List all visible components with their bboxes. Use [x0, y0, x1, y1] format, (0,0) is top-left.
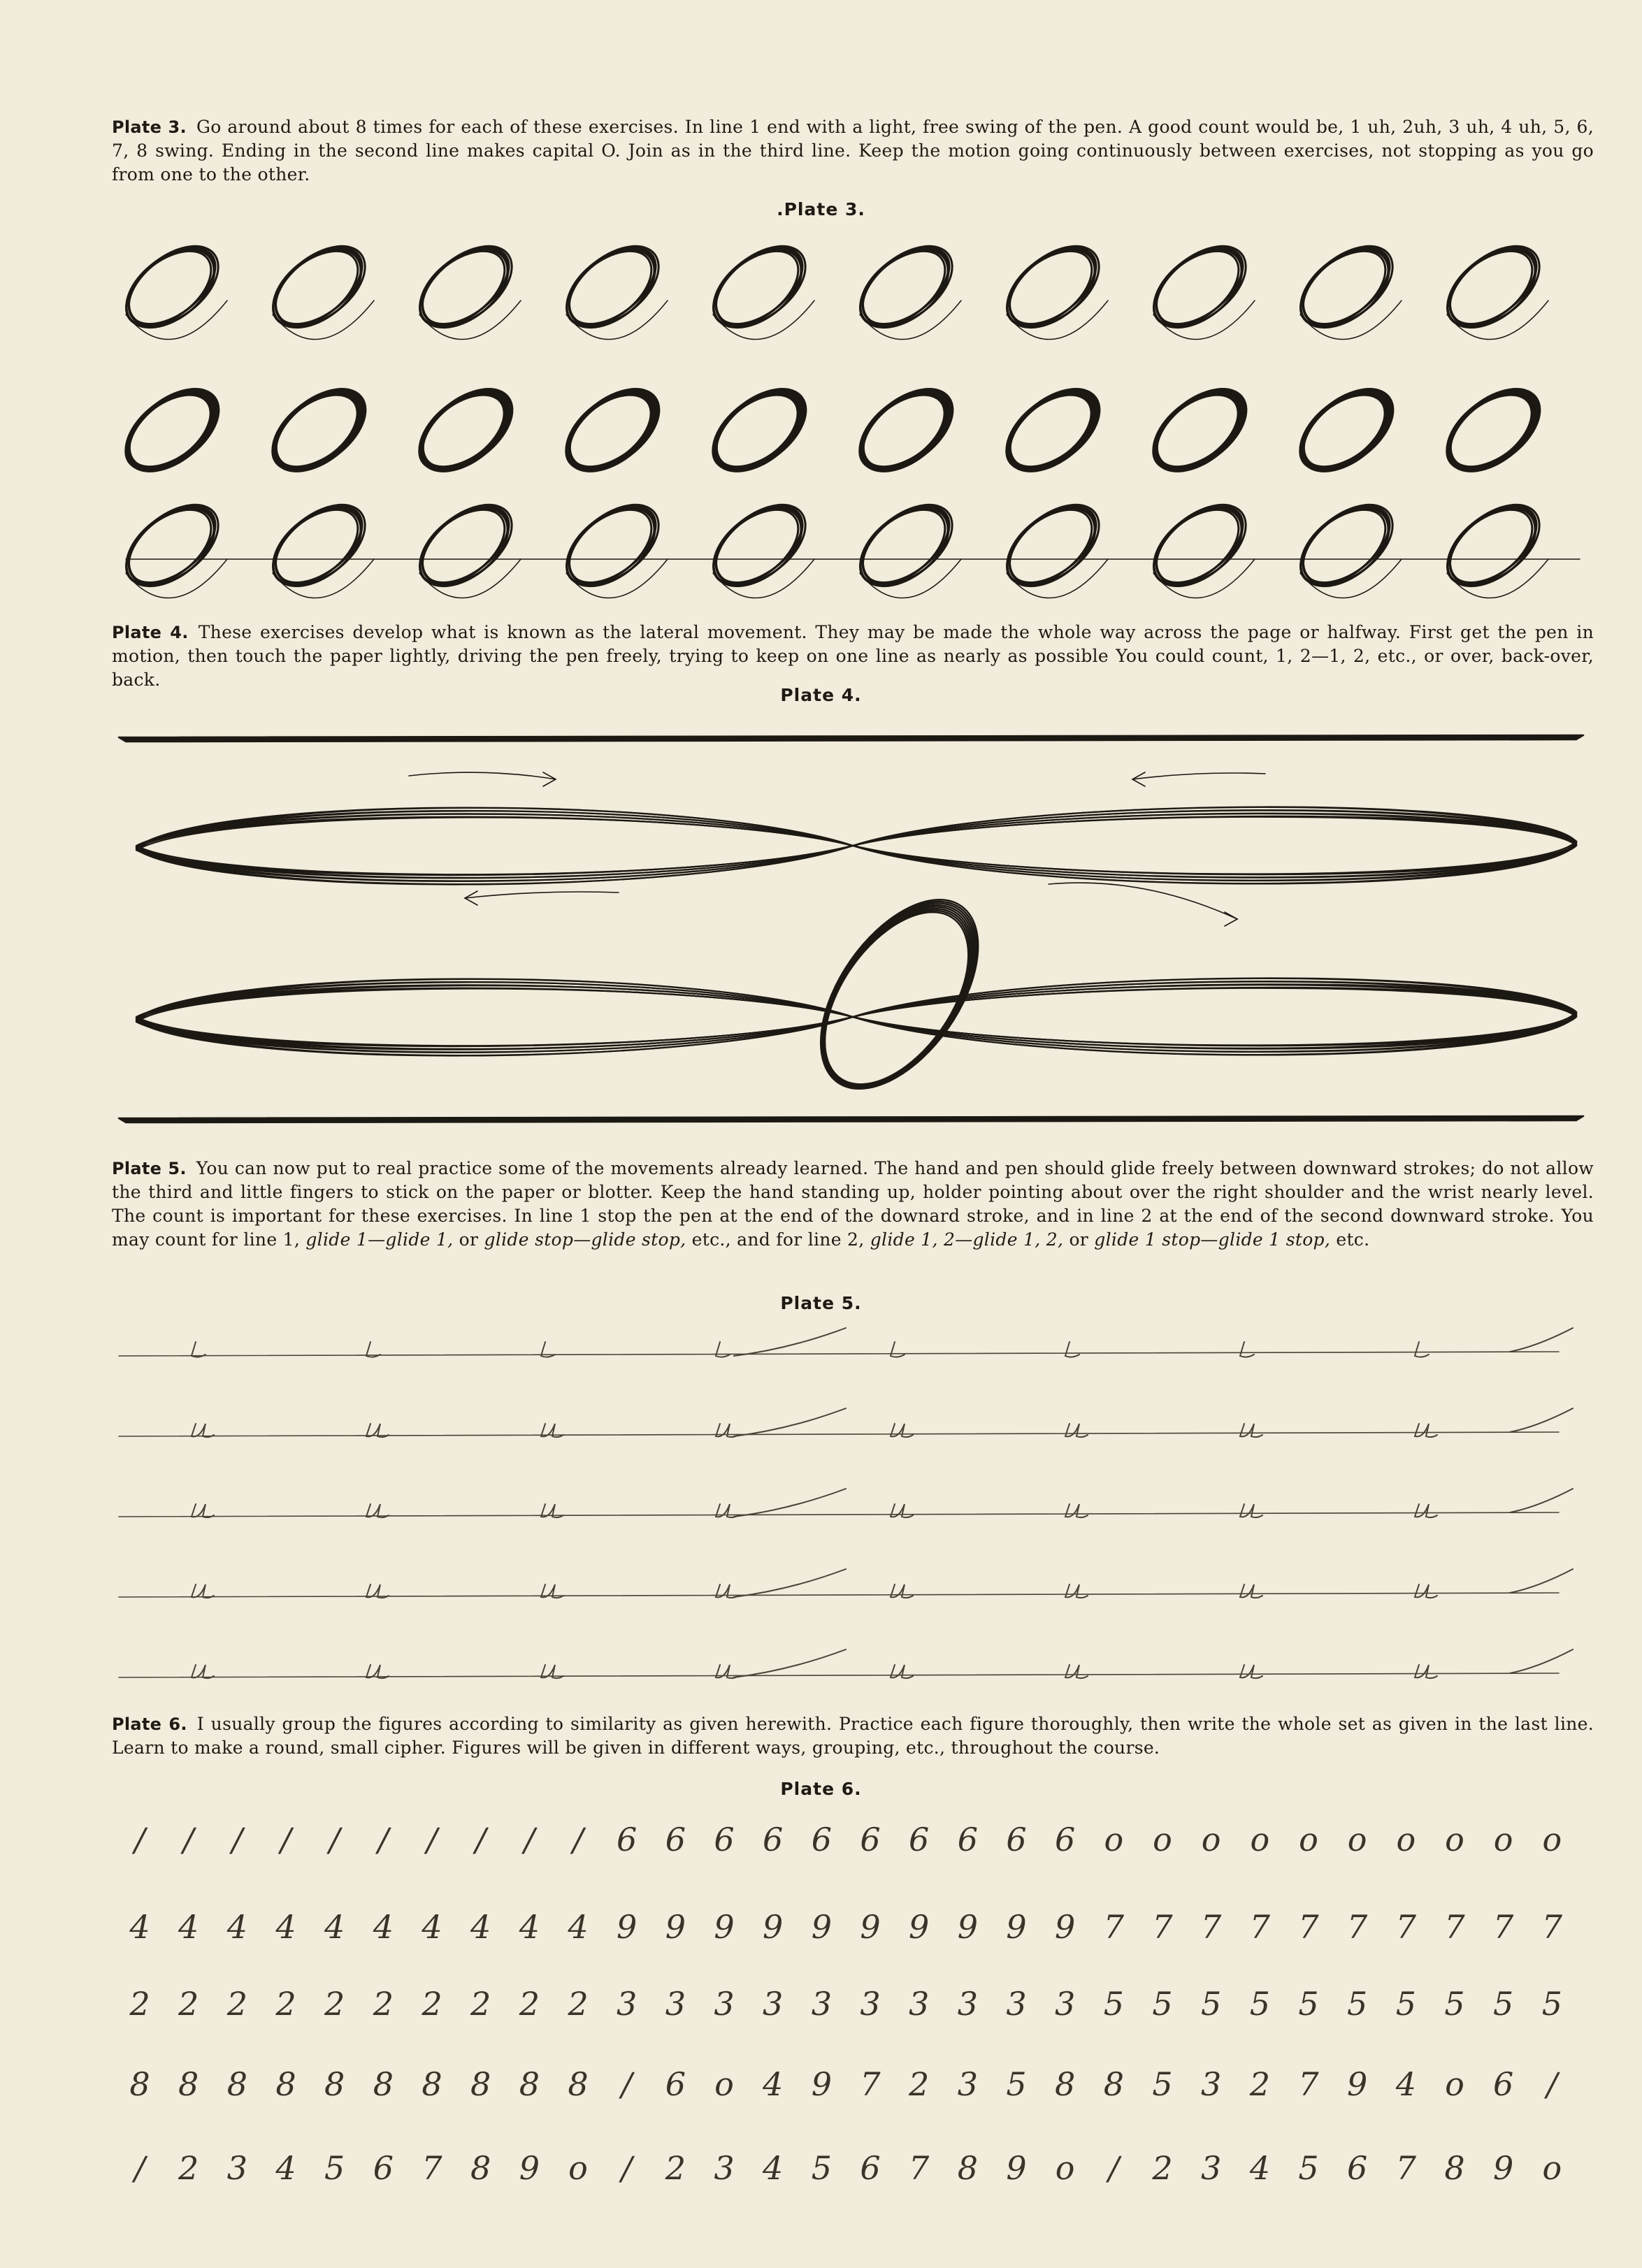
- plate6-figure: o: [1299, 1821, 1318, 1858]
- plate6-figure: 7: [1444, 1908, 1465, 1946]
- oval-cluster: [259, 231, 380, 344]
- downstroke-letter: [1065, 1342, 1079, 1357]
- downstroke-letter: [192, 1504, 214, 1517]
- plate6-figure: 4: [470, 1908, 491, 1946]
- oval-cluster: [552, 374, 673, 487]
- plate6-figure: o: [1542, 2149, 1562, 2187]
- swing-stroke: [734, 1489, 846, 1517]
- plate6-figure: 4: [763, 2149, 784, 2187]
- plate6-figure: 5: [1201, 1985, 1222, 2023]
- downstroke-letter: [1065, 1665, 1088, 1678]
- plate6-figure: /: [1546, 2065, 1558, 2103]
- downstroke-letter: [1415, 1584, 1437, 1598]
- plate6-figure: 2: [178, 1985, 199, 2023]
- oval-cluster: [405, 374, 526, 487]
- oval-cluster: [1139, 231, 1260, 344]
- plate6-row-4: [119, 2065, 1580, 2121]
- downstroke-letter: [891, 1342, 905, 1357]
- plate6-figure: 2: [470, 1985, 491, 2023]
- oval-cluster: [699, 374, 820, 487]
- plate6-figure: 7: [1493, 1908, 1514, 1946]
- figure-eight-stroke: [136, 988, 1576, 1046]
- plate5-text-c: etc.: [1336, 1229, 1370, 1250]
- plate6-figure: 7: [1347, 1908, 1368, 1946]
- plate6-figure: o: [1445, 1821, 1464, 1858]
- plate6-figure: 7: [909, 2149, 930, 2187]
- downstroke-letter: [192, 1584, 214, 1598]
- downstroke-letter: [716, 1342, 730, 1357]
- plate6-instructions: [112, 1712, 1594, 1760]
- plate6-figure: /: [134, 2149, 145, 2187]
- oval-cluster: [846, 374, 967, 487]
- plate6-figure: 6: [665, 2065, 686, 2103]
- plate6-figure: o: [1542, 1821, 1562, 1858]
- downstroke-letter: [1240, 1665, 1262, 1678]
- plate6-figure: 4: [1395, 2065, 1416, 2103]
- plate6-figure: 8: [275, 2065, 296, 2103]
- plate6-figure: 3: [1201, 2065, 1222, 2103]
- downstroke-letter: [1415, 1504, 1437, 1517]
- figure-eight-stroke: [136, 982, 1576, 1053]
- glide-baseline: [119, 1673, 1559, 1677]
- plate6-figure: /: [329, 1821, 340, 1858]
- oval-cluster: [552, 489, 673, 602]
- plate6-figure: /: [524, 1821, 535, 1858]
- plate6-figure: 9: [811, 2065, 832, 2103]
- plate5-text-a: You can now put to real practice some of the movements already learned. The hand and pen should glide freely between downward strokes; do not allow the third and little fingers to stick on the paper or blotter. Keep the hand standing up, holder pointing about over the right shoulder and the wrist nearly level. The count is important for these exercises. In line 1 stop the pen at the end of the downard stroke, and in line 2 at the end of the second downward stroke. You may count for line 1,: [112, 1158, 1594, 1250]
- plate3-text: Go around about 8 times for each of these exercises. In line 1 end with a light, free swing of the pen. A good count would be, 1 uh, 2uh, 3 uh, 4 uh, 5, 6, 7, 8 swing. Ending in the second line makes capital O. Join as in the third line. Keep the motion going continuously between exercises, not stopping as you go from one to the other.: [112, 117, 1594, 185]
- oval-cluster: [112, 374, 233, 487]
- plate6-figure: 9: [519, 2149, 540, 2187]
- plate6-figure: 8: [422, 2065, 442, 2103]
- plate6-figure: 3: [957, 1985, 978, 2023]
- oval-cluster: [259, 489, 380, 602]
- plate6-figure: 4: [226, 1908, 247, 1946]
- glide-baseline: [119, 1352, 1559, 1356]
- plate6-figure: 3: [860, 1985, 881, 2023]
- downstroke-letter: [1065, 1584, 1088, 1598]
- plate6-figure: 7: [1541, 1908, 1562, 1946]
- plate4-instructions: [112, 621, 1594, 692]
- plate5-count-4: glide 1 stop—glide 1 stop,: [1094, 1229, 1331, 1250]
- plate6-figure: 5: [1006, 2065, 1027, 2103]
- downstroke-letter: [1240, 1342, 1254, 1357]
- plate6-figure: 2: [373, 1985, 394, 2023]
- plate6-figure: 3: [665, 1985, 686, 2023]
- plate6-figure: 2: [665, 2149, 686, 2187]
- plate6-figure: 2: [129, 1985, 150, 2023]
- plate6-figure: 5: [324, 2149, 345, 2187]
- oval-cluster: [552, 231, 673, 344]
- plate6-figure: 8: [129, 2065, 150, 2103]
- plate6-figure: 6: [714, 1821, 735, 1858]
- oval-cluster: [405, 489, 526, 602]
- oval-cluster: [1139, 374, 1260, 487]
- figure-eight-stroke: [136, 985, 1576, 1049]
- figure-eight-stroke: [136, 811, 1576, 881]
- plate6-figure: 2: [1249, 2065, 1270, 2103]
- plate6-lead: Plate 6.: [112, 1714, 187, 1734]
- plate6-figure: o: [1055, 2149, 1075, 2187]
- plate6-figure: 6: [957, 1821, 978, 1858]
- plate6-figure: 3: [226, 2149, 247, 2187]
- swing-stroke: [734, 1328, 846, 1356]
- plate5-count-2: glide stop—glide stop,: [484, 1229, 686, 1250]
- plate6-figure: 6: [909, 1821, 930, 1858]
- plate4-lateral-exercises: [0, 709, 1642, 1129]
- plate6-figure: 3: [1006, 1985, 1027, 2023]
- plate6-figure: 4: [519, 1908, 540, 1946]
- plate6-figure: 5: [1347, 1985, 1368, 2023]
- plate6-figure: 4: [178, 1908, 199, 1946]
- figure-eight-stroke: [136, 816, 1576, 874]
- plate6-figure: 6: [763, 1821, 784, 1858]
- plate3-lead: Plate 3.: [112, 117, 187, 137]
- plate6-figure: 9: [811, 1908, 832, 1946]
- oval-cluster: [1286, 231, 1407, 344]
- plate6-figure: 5: [1541, 1985, 1562, 2023]
- figure-eight-stroke: [136, 985, 1576, 1050]
- oval-cluster: [846, 489, 967, 602]
- figure-eight-stroke: [136, 816, 1576, 875]
- plate6-figure: 6: [860, 2149, 881, 2187]
- plate6-figure: o: [714, 2065, 734, 2103]
- oval-cluster: [993, 231, 1114, 344]
- figure-eight-stroke: [136, 817, 1576, 875]
- plate6-figure: o: [1396, 1821, 1416, 1858]
- oval-cluster: [259, 374, 380, 487]
- plate6-figure: 4: [324, 1908, 345, 1946]
- figure-eight-stroke: [136, 988, 1576, 1046]
- plate6-figure: o: [1493, 1821, 1513, 1858]
- swing-stroke: [1510, 1649, 1573, 1673]
- plate6-figure: 8: [324, 2065, 345, 2103]
- plate6-figure: 9: [957, 1908, 978, 1946]
- plate6-figure: 9: [860, 1908, 881, 1946]
- plate6-figure: 5: [1152, 2065, 1173, 2103]
- plate6-figure: 5: [1152, 1985, 1173, 2023]
- plate6-figure: 7: [860, 2065, 881, 2103]
- plate4-text: These exercises develop what is known as the lateral movement. They may be made the whole way across the page or halfway. First get the pen in motion, then touch the paper lightly, driving the pen freely, trying to keep on one line as nearly as possible You could count, 1, 2—1, 2, etc., or over, back-over, back.: [112, 622, 1594, 690]
- plate6-figure: 8: [957, 2149, 978, 2187]
- plate6-figure: o: [1250, 1821, 1270, 1858]
- plate6-figure: 8: [1103, 2065, 1124, 2103]
- plate5-title: Plate 5.: [780, 1293, 862, 1313]
- plate6-figure: /: [377, 1821, 389, 1858]
- plate6-figure: 4: [1249, 2149, 1270, 2187]
- plate6-figure: 5: [1103, 1985, 1124, 2023]
- plate6-row-1: [119, 1821, 1580, 1877]
- oval-cluster: [405, 231, 526, 344]
- plate6-figure: 2: [422, 1985, 442, 2023]
- plate6-figure: 2: [519, 1985, 540, 2023]
- plate6-figure: 2: [226, 1985, 247, 2023]
- plate6-figure: 7: [1298, 2065, 1319, 2103]
- plate6-figure: 8: [470, 2149, 491, 2187]
- plate6-figure: o: [1445, 2065, 1464, 2103]
- plate6-figure: 6: [811, 1821, 832, 1858]
- plate6-figure: 3: [957, 2065, 978, 2103]
- plate6-figure: 5: [1249, 1985, 1270, 2023]
- direction-arrow: [409, 772, 556, 779]
- plate6-title: Plate 6.: [780, 1779, 862, 1799]
- plate6-figure: 4: [275, 1908, 296, 1946]
- oval-cluster: [993, 374, 1114, 487]
- plate6-figure: 7: [1103, 1908, 1124, 1946]
- plate6-figure: 3: [714, 2149, 735, 2187]
- swing-stroke: [1510, 1408, 1573, 1432]
- plate6-figure: 7: [1201, 1908, 1222, 1946]
- plate6-figure: 4: [275, 2149, 296, 2187]
- plate5-glide-exercises: [0, 1314, 1642, 1705]
- plate6-figure: /: [621, 2065, 633, 2103]
- plate6-figure: 8: [178, 2065, 199, 2103]
- plate6-figure: /: [231, 1821, 243, 1858]
- downstroke-letter: [1240, 1504, 1262, 1517]
- plate6-figure: 7: [422, 2149, 442, 2187]
- plate6-figure: o: [1347, 1821, 1367, 1858]
- plate6-figure: /: [182, 1821, 194, 1858]
- glide-baseline: [119, 1432, 1559, 1436]
- plate6-figure: 5: [811, 2149, 832, 2187]
- plate6-figure: 9: [909, 1908, 930, 1946]
- direction-arrow: [1049, 883, 1237, 919]
- plate5-count-3: glide 1, 2—glide 1, 2,: [870, 1229, 1064, 1250]
- plate5-count-1: glide 1—glide 1,: [305, 1229, 454, 1250]
- downstroke-letter: [1415, 1665, 1437, 1678]
- plate6-figure: /: [134, 1821, 145, 1858]
- plate6-figure: 8: [1444, 2149, 1465, 2187]
- plate6-figure: 7: [1395, 2149, 1416, 2187]
- plate6-figure: 8: [1055, 2065, 1076, 2103]
- plate6-figure: 6: [373, 2149, 394, 2187]
- downstroke-letter: [891, 1504, 913, 1517]
- plate6-figure: 4: [373, 1908, 394, 1946]
- plate6-figure: 3: [1201, 2149, 1222, 2187]
- plate6-figure: 2: [909, 2065, 930, 2103]
- plate6-figure: 6: [665, 1821, 686, 1858]
- plate6-figure: 9: [617, 1908, 638, 1946]
- swing-stroke: [734, 1569, 846, 1597]
- figure-eight-stroke: [136, 814, 1576, 879]
- oval-cluster: [1433, 374, 1554, 487]
- oval-cluster: [1286, 489, 1407, 602]
- figure-eight-stroke: [136, 984, 1576, 1049]
- plate4-lead: Plate 4.: [112, 623, 189, 642]
- plate6-figure: 8: [519, 2065, 540, 2103]
- plate6-figure: 8: [226, 2065, 247, 2103]
- plate6-figure: 9: [763, 1908, 784, 1946]
- plate6-figure: 3: [714, 1985, 735, 2023]
- plate6-figure: 2: [324, 1985, 345, 2023]
- plate3-oval-exercises: [0, 220, 1642, 626]
- plate6-figure: 6: [1347, 2149, 1368, 2187]
- oval-cluster: [112, 489, 233, 602]
- swing-stroke: [734, 1408, 846, 1436]
- downstroke-letter: [891, 1424, 913, 1437]
- plate6-figure: o: [568, 2149, 588, 2187]
- plate6-figure: 7: [1152, 1908, 1173, 1946]
- oval-cluster: [699, 231, 820, 344]
- plate5-or-2: or: [1069, 1229, 1089, 1250]
- downstroke-letter: [192, 1665, 214, 1678]
- plate6-figure: 4: [422, 1908, 442, 1946]
- plate6-figure: 7: [1249, 1908, 1270, 1946]
- plate6-figure: /: [621, 2149, 633, 2187]
- direction-arrow: [465, 892, 619, 898]
- swing-stroke: [734, 1649, 846, 1677]
- figure-eight-stroke: [136, 988, 1576, 1046]
- swing-stroke: [1510, 1328, 1573, 1352]
- plate6-figure: o: [1201, 1821, 1221, 1858]
- figure-eight-stroke: [136, 814, 1576, 878]
- downstroke-letter: [192, 1342, 206, 1357]
- plate6-figure: 4: [568, 1908, 589, 1946]
- downstroke-letter: [192, 1424, 214, 1437]
- plate6-figure: 2: [568, 1985, 589, 2023]
- plate6-figure: 9: [1493, 2149, 1514, 2187]
- oval-cluster: [846, 231, 967, 344]
- direction-arrow: [1132, 773, 1265, 779]
- figure-eight-stroke: [136, 810, 1576, 881]
- plate6-figure: 8: [568, 2065, 589, 2103]
- oval-cluster: [993, 489, 1114, 602]
- oval-cluster: [1433, 489, 1554, 602]
- plate6-figure: 3: [1055, 1985, 1076, 2023]
- downstroke-letter: [891, 1584, 913, 1598]
- plate6-row-3: [119, 1985, 1580, 2041]
- plate6-figure: 7: [1298, 1908, 1319, 1946]
- figure-eight-stroke: [136, 981, 1576, 1053]
- plate3-title: .Plate 3.: [777, 199, 865, 219]
- plate6-figure: 5: [1493, 1985, 1514, 2023]
- plate6-figure: 7: [1395, 1908, 1416, 1946]
- plate6-figure: 9: [1006, 1908, 1027, 1946]
- plate3-instructions: [112, 115, 1594, 187]
- plate6-figure: 9: [665, 1908, 686, 1946]
- plate5-text-b: etc., and for line 2,: [691, 1229, 865, 1250]
- plate6-figure: 8: [373, 2065, 394, 2103]
- plate5-instructions: [112, 1157, 1594, 1252]
- plate6-text: I usually group the figures according to similarity as given herewith. Practice each figure thoroughly, then write the whole set as given in the last line. Learn to make a round, small cipher. Figures will be given in different ways, grouping, etc., throughout the course.: [112, 1714, 1594, 1758]
- plate6-figure: /: [572, 1821, 584, 1858]
- plate6-figure: 9: [714, 1908, 735, 1946]
- glide-baseline: [119, 1512, 1559, 1517]
- oval-cluster: [699, 489, 820, 602]
- plate6-figure: 6: [617, 1821, 638, 1858]
- plate6-figure: 5: [1395, 1985, 1416, 2023]
- plate6-figure: 9: [1055, 1908, 1076, 1946]
- plate6-figure: 5: [1444, 1985, 1465, 2023]
- plate6-figure: 3: [763, 1985, 784, 2023]
- swing-stroke: [1510, 1489, 1573, 1512]
- plate4-title: Plate 4.: [780, 685, 862, 705]
- plate5-lead: Plate 5.: [112, 1159, 187, 1178]
- downstroke-letter: [1065, 1504, 1088, 1517]
- plate6-figure: o: [1104, 1821, 1124, 1858]
- downstroke-letter: [1415, 1342, 1429, 1357]
- downstroke-letter: [1240, 1584, 1262, 1598]
- plate6-figure: /: [475, 1821, 487, 1858]
- plate6-row-5: [119, 2149, 1580, 2205]
- plate6-figure: 6: [1006, 1821, 1027, 1858]
- downstroke-letter: [891, 1665, 913, 1678]
- plate6-figure: /: [1108, 2149, 1120, 2187]
- plate6-figure: 2: [275, 1985, 296, 2023]
- plate6-figure: 9: [1347, 2065, 1368, 2103]
- downstroke-letter: [1415, 1424, 1437, 1437]
- plate6-figure: 6: [860, 1821, 881, 1858]
- plate6-figure: 8: [470, 2065, 491, 2103]
- downstroke-letter: [1240, 1424, 1262, 1437]
- plate6-figure: 2: [1152, 2149, 1173, 2187]
- swing-stroke: [1510, 1569, 1573, 1593]
- oval-cluster: [112, 231, 233, 344]
- plate6-figure: 2: [178, 2149, 199, 2187]
- plate6-figure: 9: [1006, 2149, 1027, 2187]
- plate6-figure: 6: [1493, 2065, 1514, 2103]
- oval-cluster: [1286, 374, 1407, 487]
- plate6-figure: 4: [129, 1908, 150, 1946]
- plate6-figure: /: [426, 1821, 438, 1858]
- plate6-figure: /: [280, 1821, 291, 1858]
- plate6-figure: 6: [1055, 1821, 1076, 1858]
- oval-cluster: [1139, 489, 1260, 602]
- plate6-figure: 3: [909, 1985, 930, 2023]
- plate6-figure: o: [1153, 1821, 1172, 1858]
- plate6-figure: 5: [1298, 2149, 1319, 2187]
- plate5-or-1: or: [459, 1229, 479, 1250]
- plate6-figure: 4: [763, 2065, 784, 2103]
- downstroke-letter: [1065, 1424, 1088, 1437]
- plate6-row-2: [119, 1908, 1580, 1964]
- glide-baseline: [119, 1593, 1559, 1597]
- oval-cluster: [1433, 231, 1554, 344]
- plate6-figure: 3: [617, 1985, 638, 2023]
- plate6-figure: 5: [1298, 1985, 1319, 2023]
- plate6-figure: 3: [811, 1985, 832, 2023]
